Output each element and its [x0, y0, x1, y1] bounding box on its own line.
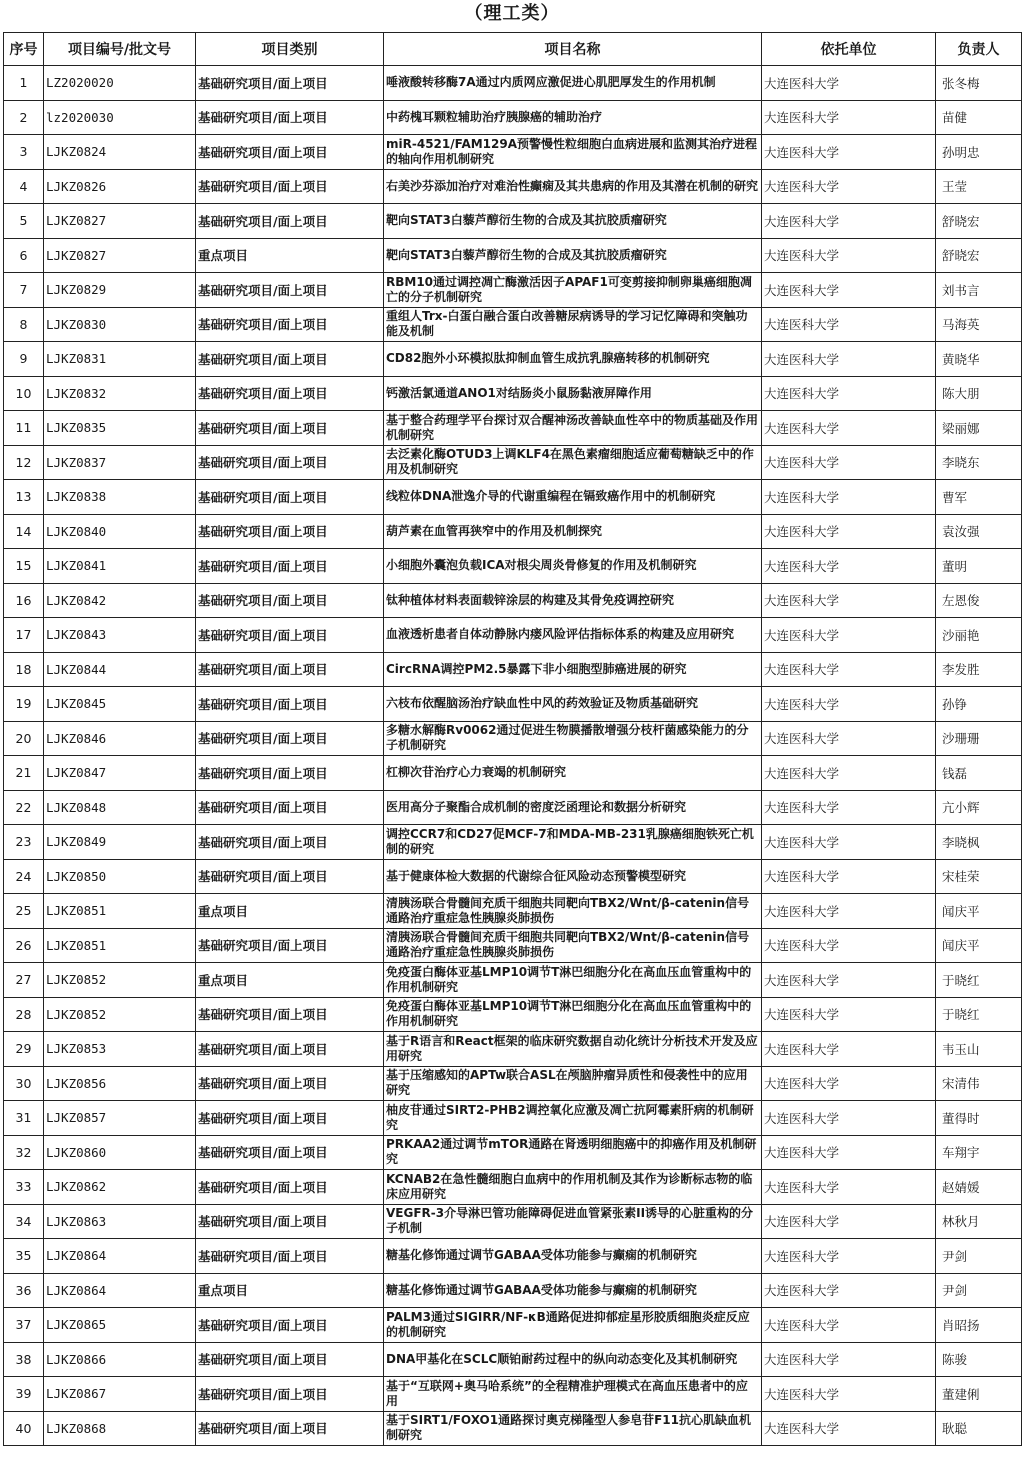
leader-cell: 车翔宇: [936, 1135, 1022, 1170]
category-cell: 基础研究项目/面上项目: [196, 583, 384, 618]
leader-cell: 沙珊珊: [936, 721, 1022, 756]
serial-cell: 6: [4, 238, 44, 273]
project-name-cell: 调控CCR7和CD27促MCF-7和MDA-MB-231乳腺癌细胞铁死亡机制的研究: [384, 825, 762, 860]
project-name-cell: 靶向STAT3白藜芦醇衍生物的合成及其抗胶质瘤研究: [384, 238, 762, 273]
project-name-cell: 清胰汤联合骨髓间充质干细胞共同靶向TBX2/Wnt/β-catenin信号通路治疗重症急性胰腺炎肺损伤: [384, 928, 762, 963]
institution-cell: 大连医科大学: [762, 1170, 936, 1205]
project-code-cell: LJKZ0840: [44, 514, 196, 549]
project-name-cell: 去泛素化酶OTUD3上调KLF4在黑色素瘤细胞适应葡萄糖缺乏中的作用及机制研究: [384, 445, 762, 480]
category-cell: 基础研究项目/面上项目: [196, 1101, 384, 1136]
category-cell: 基础研究项目/面上项目: [196, 411, 384, 446]
project-name-cell: 杠柳次苷治疗心力衰竭的机制研究: [384, 756, 762, 791]
project-name-cell: 线粒体DNA泄逸介导的代谢重编程在镉致癌作用中的机制研究: [384, 480, 762, 515]
institution-cell: 大连医科大学: [762, 618, 936, 653]
serial-cell: 27: [4, 963, 44, 998]
serial-cell: 22: [4, 790, 44, 825]
table-body: [4, 66, 1022, 1446]
serial-cell: 28: [4, 997, 44, 1032]
project-name-cell: 钛种植体材料表面载锌涂层的构建及其骨免疫调控研究: [384, 583, 762, 618]
serial-cell: 40: [4, 1411, 44, 1446]
project-code-cell: LJKZ0851: [44, 894, 196, 929]
serial-cell: 17: [4, 618, 44, 653]
leader-cell: 肖昭扬: [936, 1308, 1022, 1343]
serial-cell: 38: [4, 1342, 44, 1377]
header-serial: 序号: [4, 33, 44, 66]
serial-cell: 4: [4, 169, 44, 204]
table-row: [4, 652, 1022, 687]
table-row: [4, 273, 1022, 308]
project-name-cell: VEGFR-3介导淋巴管功能障碍促进血管紧张素II诱导的心脏重构的分子机制: [384, 1204, 762, 1239]
leader-cell: 沙丽艳: [936, 618, 1022, 653]
leader-cell: 孙铮: [936, 687, 1022, 722]
table-row: [4, 997, 1022, 1032]
leader-cell: 闻庆平: [936, 928, 1022, 963]
institution-cell: 大连医科大学: [762, 1411, 936, 1446]
category-cell: 基础研究项目/面上项目: [196, 135, 384, 170]
table-row: [4, 756, 1022, 791]
project-name-cell: 基于R语言和React框架的临床研究数据自动化统计分析技术开发及应用研究: [384, 1032, 762, 1067]
institution-cell: 大连医科大学: [762, 480, 936, 515]
project-name-cell: 唾液酸转移酶7A通过内质网应激促进心肌肥厚发生的作用机制: [384, 66, 762, 101]
project-name-cell: 中药槐耳颗粒辅助治疗胰腺癌的辅助治疗: [384, 100, 762, 135]
project-code-cell: LJKZ0849: [44, 825, 196, 860]
category-cell: 基础研究项目/面上项目: [196, 1377, 384, 1412]
category-cell: 基础研究项目/面上项目: [196, 928, 384, 963]
institution-cell: 大连医科大学: [762, 445, 936, 480]
project-name-cell: 基于整合药理学平台探讨双合醒神汤改善缺血性卒中的物质基础及作用机制研究: [384, 411, 762, 446]
institution-cell: 大连医科大学: [762, 721, 936, 756]
table-row: [4, 790, 1022, 825]
project-code-cell: lz2020030: [44, 100, 196, 135]
table-row: [4, 549, 1022, 584]
table-row: [4, 514, 1022, 549]
project-name-cell: 医用高分子聚酯合成机制的密度泛函理论和数据分析研究: [384, 790, 762, 825]
serial-cell: 26: [4, 928, 44, 963]
table-row: [4, 825, 1022, 860]
table-row: [4, 100, 1022, 135]
project-name-cell: 糖基化修饰通过调节GABAA受体功能参与癫痫的机制研究: [384, 1273, 762, 1308]
table-row: [4, 1032, 1022, 1067]
leader-cell: 董建俐: [936, 1377, 1022, 1412]
serial-cell: 21: [4, 756, 44, 791]
project-name-cell: 清胰汤联合骨髓间充质干细胞共同靶向TBX2/Wnt/β-catenin信号通路治疗重症急性胰腺炎肺损伤: [384, 894, 762, 929]
leader-cell: 马海英: [936, 307, 1022, 342]
project-name-cell: 多糖水解酶Rv0062通过促进生物膜播散增强分枝杆菌感染能力的分子机制研究: [384, 721, 762, 756]
project-code-cell: LJKZ0860: [44, 1135, 196, 1170]
project-code-cell: LJKZ0847: [44, 756, 196, 791]
institution-cell: 大连医科大学: [762, 687, 936, 722]
leader-cell: 耿聪: [936, 1411, 1022, 1446]
project-code-cell: LJKZ0827: [44, 204, 196, 239]
project-name-cell: miR-4521/FAM129A预警慢性粒细胞白血病进展和监测其治疗进程的轴向作用机制研究: [384, 135, 762, 170]
category-cell: 基础研究项目/面上项目: [196, 997, 384, 1032]
header-project-code: 项目编号/批文号: [44, 33, 196, 66]
project-code-cell: LJKZ0852: [44, 963, 196, 998]
category-cell: 基础研究项目/面上项目: [196, 618, 384, 653]
serial-cell: 7: [4, 273, 44, 308]
serial-cell: 2: [4, 100, 44, 135]
leader-cell: 梁丽娜: [936, 411, 1022, 446]
table-row: [4, 721, 1022, 756]
category-cell: 重点项目: [196, 1273, 384, 1308]
institution-cell: 大连医科大学: [762, 997, 936, 1032]
table-row: [4, 963, 1022, 998]
institution-cell: 大连医科大学: [762, 307, 936, 342]
page-title: （理工类）: [464, 3, 560, 24]
category-cell: 基础研究项目/面上项目: [196, 859, 384, 894]
project-name-cell: 柚皮苷通过SIRT2-PHB2调控氧化应激及凋亡抗阿霉素肝病的机制研究: [384, 1101, 762, 1136]
institution-cell: 大连医科大学: [762, 342, 936, 377]
leader-cell: 李晓东: [936, 445, 1022, 480]
leader-cell: 李晓枫: [936, 825, 1022, 860]
project-name-cell: 血液透析患者自体动静脉内瘘风险评估指标体系的构建及应用研究: [384, 618, 762, 653]
table-row: [4, 894, 1022, 929]
project-name-cell: PRKAA2通过调节mTOR通路在肾透明细胞癌中的抑癌作用及机制研究: [384, 1135, 762, 1170]
serial-cell: 24: [4, 859, 44, 894]
project-code-cell: LJKZ0852: [44, 997, 196, 1032]
category-cell: 重点项目: [196, 894, 384, 929]
leader-cell: 舒晓宏: [936, 204, 1022, 239]
table-row: [4, 687, 1022, 722]
serial-cell: 9: [4, 342, 44, 377]
project-code-cell: LZ2020020: [44, 66, 196, 101]
serial-cell: 18: [4, 652, 44, 687]
project-name-cell: 免疫蛋白酶体亚基LMP10调节T淋巴细胞分化在高血压血管重构中的作用机制研究: [384, 997, 762, 1032]
leader-cell: 宋桂荣: [936, 859, 1022, 894]
serial-cell: 33: [4, 1170, 44, 1205]
institution-cell: 大连医科大学: [762, 204, 936, 239]
serial-cell: 30: [4, 1066, 44, 1101]
leader-cell: 宋清伟: [936, 1066, 1022, 1101]
institution-cell: 大连医科大学: [762, 376, 936, 411]
leader-cell: 董明: [936, 549, 1022, 584]
leader-cell: 黄晓华: [936, 342, 1022, 377]
leader-cell: 陈骏: [936, 1342, 1022, 1377]
leader-cell: 闻庆平: [936, 894, 1022, 929]
category-cell: 基础研究项目/面上项目: [196, 480, 384, 515]
project-code-cell: LJKZ0864: [44, 1273, 196, 1308]
leader-cell: 舒晓宏: [936, 238, 1022, 273]
table-row: [4, 1170, 1022, 1205]
leader-cell: 左恩俊: [936, 583, 1022, 618]
project-code-cell: LJKZ0853: [44, 1032, 196, 1067]
serial-cell: 23: [4, 825, 44, 860]
category-cell: 基础研究项目/面上项目: [196, 342, 384, 377]
category-cell: 基础研究项目/面上项目: [196, 1342, 384, 1377]
project-name-cell: 基于健康体检大数据的代谢综合征风险动态预警模型研究: [384, 859, 762, 894]
serial-cell: 13: [4, 480, 44, 515]
leader-cell: 亢小辉: [936, 790, 1022, 825]
table-row: [4, 135, 1022, 170]
category-cell: 基础研究项目/面上项目: [196, 445, 384, 480]
project-code-cell: LJKZ0832: [44, 376, 196, 411]
project-name-cell: 基于SIRT1/FOXO1通路探讨奥克梯隆型人参皂苷F11抗心肌缺血机制研究: [384, 1411, 762, 1446]
category-cell: 基础研究项目/面上项目: [196, 66, 384, 101]
project-name-cell: CircRNA调控PM2.5暴露下非小细胞型肺癌进展的研究: [384, 652, 762, 687]
category-cell: 基础研究项目/面上项目: [196, 273, 384, 308]
serial-cell: 8: [4, 307, 44, 342]
project-code-cell: LJKZ0864: [44, 1239, 196, 1274]
leader-cell: 李发胜: [936, 652, 1022, 687]
project-code-cell: LJKZ0845: [44, 687, 196, 722]
project-code-cell: LJKZ0826: [44, 169, 196, 204]
institution-cell: 大连医科大学: [762, 1273, 936, 1308]
category-cell: 基础研究项目/面上项目: [196, 1032, 384, 1067]
table-row: [4, 445, 1022, 480]
category-cell: 基础研究项目/面上项目: [196, 1135, 384, 1170]
institution-cell: 大连医科大学: [762, 790, 936, 825]
leader-cell: 于晓红: [936, 997, 1022, 1032]
institution-cell: 大连医科大学: [762, 894, 936, 929]
serial-cell: 16: [4, 583, 44, 618]
leader-cell: 孙明忠: [936, 135, 1022, 170]
serial-cell: 32: [4, 1135, 44, 1170]
project-code-cell: LJKZ0838: [44, 480, 196, 515]
project-name-cell: 靶向STAT3白藜芦醇衍生物的合成及其抗胶质瘤研究: [384, 204, 762, 239]
project-code-cell: LJKZ0837: [44, 445, 196, 480]
project-code-cell: LJKZ0857: [44, 1101, 196, 1136]
leader-cell: 林秋月: [936, 1204, 1022, 1239]
serial-cell: 11: [4, 411, 44, 446]
project-name-cell: 糖基化修饰通过调节GABAA受体功能参与癫痫的机制研究: [384, 1239, 762, 1274]
category-cell: 基础研究项目/面上项目: [196, 825, 384, 860]
serial-cell: 19: [4, 687, 44, 722]
table-row: [4, 583, 1022, 618]
institution-cell: 大连医科大学: [762, 859, 936, 894]
leader-cell: 董得时: [936, 1101, 1022, 1136]
serial-cell: 20: [4, 721, 44, 756]
serial-cell: 1: [4, 66, 44, 101]
category-cell: 基础研究项目/面上项目: [196, 549, 384, 584]
institution-cell: 大连医科大学: [762, 825, 936, 860]
project-code-cell: LJKZ0851: [44, 928, 196, 963]
header-leader: 负责人: [936, 33, 1022, 66]
project-code-cell: LJKZ0824: [44, 135, 196, 170]
table-row: [4, 169, 1022, 204]
institution-cell: 大连医科大学: [762, 514, 936, 549]
serial-cell: 3: [4, 135, 44, 170]
project-name-cell: 免疫蛋白酶体亚基LMP10调节T淋巴细胞分化在高血压血管重构中的作用机制研究: [384, 963, 762, 998]
table-row: [4, 859, 1022, 894]
institution-cell: 大连医科大学: [762, 100, 936, 135]
category-cell: 基础研究项目/面上项目: [196, 307, 384, 342]
table-row: [4, 1239, 1022, 1274]
category-cell: 基础研究项目/面上项目: [196, 1204, 384, 1239]
project-table: [3, 32, 1022, 1446]
project-code-cell: LJKZ0862: [44, 1170, 196, 1205]
table-row: [4, 1308, 1022, 1343]
leader-cell: 张冬梅: [936, 66, 1022, 101]
project-code-cell: LJKZ0848: [44, 790, 196, 825]
category-cell: 重点项目: [196, 963, 384, 998]
leader-cell: 陈大朋: [936, 376, 1022, 411]
table-row: [4, 1377, 1022, 1412]
table-header-row: [4, 33, 1022, 66]
category-cell: 基础研究项目/面上项目: [196, 514, 384, 549]
serial-cell: 34: [4, 1204, 44, 1239]
table-row: [4, 376, 1022, 411]
leader-cell: 赵婧媛: [936, 1170, 1022, 1205]
serial-cell: 25: [4, 894, 44, 929]
table-row: [4, 618, 1022, 653]
serial-cell: 29: [4, 1032, 44, 1067]
header-category: 项目类别: [196, 33, 384, 66]
leader-cell: 尹剑: [936, 1273, 1022, 1308]
table-row: [4, 1101, 1022, 1136]
leader-cell: 钱磊: [936, 756, 1022, 791]
project-code-cell: LJKZ0850: [44, 859, 196, 894]
project-name-cell: PALM3通过SIGIRR/NF-κB通路促进抑郁症星形胶质细胞炎症反应的机制研究: [384, 1308, 762, 1343]
project-name-cell: KCNAB2在急性髓细胞白血病中的作用机制及其作为诊断标志物的临床应用研究: [384, 1170, 762, 1205]
institution-cell: 大连医科大学: [762, 1101, 936, 1136]
serial-cell: 39: [4, 1377, 44, 1412]
table-row: [4, 1273, 1022, 1308]
category-cell: 基础研究项目/面上项目: [196, 652, 384, 687]
institution-cell: 大连医科大学: [762, 1342, 936, 1377]
serial-cell: 14: [4, 514, 44, 549]
table-row: [4, 411, 1022, 446]
project-code-cell: LJKZ0829: [44, 273, 196, 308]
project-name-cell: 基于“互联网+奥马哈系统”的全程精准护理模式在高血压患者中的应用: [384, 1377, 762, 1412]
project-name-cell: CD82胞外小环模拟肽抑制血管生成抗乳腺癌转移的机制研究: [384, 342, 762, 377]
category-cell: 基础研究项目/面上项目: [196, 100, 384, 135]
category-cell: 基础研究项目/面上项目: [196, 1066, 384, 1101]
project-name-cell: 右美沙芬添加治疗对难治性癫痫及其共患病的作用及其潜在机制的研究: [384, 169, 762, 204]
serial-cell: 35: [4, 1239, 44, 1274]
project-code-cell: LJKZ0842: [44, 583, 196, 618]
leader-cell: 袁汝强: [936, 514, 1022, 549]
project-code-cell: LJKZ0827: [44, 238, 196, 273]
institution-cell: 大连医科大学: [762, 273, 936, 308]
institution-cell: 大连医科大学: [762, 963, 936, 998]
category-cell: 重点项目: [196, 238, 384, 273]
header-project-name: 项目名称: [384, 33, 762, 66]
project-name-cell: DNA甲基化在SCLC顺铂耐药过程中的纵向动态变化及其机制研究: [384, 1342, 762, 1377]
institution-cell: 大连医科大学: [762, 1135, 936, 1170]
category-cell: 基础研究项目/面上项目: [196, 1170, 384, 1205]
serial-cell: 10: [4, 376, 44, 411]
serial-cell: 37: [4, 1308, 44, 1343]
project-code-cell: LJKZ0831: [44, 342, 196, 377]
project-code-cell: LJKZ0846: [44, 721, 196, 756]
project-code-cell: LJKZ0866: [44, 1342, 196, 1377]
category-cell: 基础研究项目/面上项目: [196, 1239, 384, 1274]
category-cell: 基础研究项目/面上项目: [196, 1411, 384, 1446]
institution-cell: 大连医科大学: [762, 652, 936, 687]
project-name-cell: 小细胞外囊泡负载ICA对根尖周炎骨修复的作用及机制研究: [384, 549, 762, 584]
serial-cell: 5: [4, 204, 44, 239]
project-code-cell: LJKZ0863: [44, 1204, 196, 1239]
table-row: [4, 342, 1022, 377]
category-cell: 基础研究项目/面上项目: [196, 721, 384, 756]
leader-cell: 王莹: [936, 169, 1022, 204]
institution-cell: 大连医科大学: [762, 238, 936, 273]
project-code-cell: LJKZ0843: [44, 618, 196, 653]
category-cell: 基础研究项目/面上项目: [196, 376, 384, 411]
leader-cell: 刘书言: [936, 273, 1022, 308]
project-name-cell: RBM10通过调控凋亡酶激活因子APAF1可变剪接抑制卵巢癌细胞凋亡的分子机制研究: [384, 273, 762, 308]
institution-cell: 大连医科大学: [762, 135, 936, 170]
table-row: [4, 238, 1022, 273]
institution-cell: 大连医科大学: [762, 1066, 936, 1101]
project-code-cell: LJKZ0844: [44, 652, 196, 687]
institution-cell: 大连医科大学: [762, 411, 936, 446]
institution-cell: 大连医科大学: [762, 1377, 936, 1412]
project-code-cell: LJKZ0867: [44, 1377, 196, 1412]
project-code-cell: LJKZ0830: [44, 307, 196, 342]
table-row: [4, 1135, 1022, 1170]
serial-cell: 31: [4, 1101, 44, 1136]
table-row: [4, 1066, 1022, 1101]
leader-cell: 于晓红: [936, 963, 1022, 998]
institution-cell: 大连医科大学: [762, 169, 936, 204]
institution-cell: 大连医科大学: [762, 1204, 936, 1239]
category-cell: 基础研究项目/面上项目: [196, 169, 384, 204]
project-name-cell: 钙激活氯通道ANO1对结肠炎小鼠肠黏液屏障作用: [384, 376, 762, 411]
institution-cell: 大连医科大学: [762, 66, 936, 101]
leader-cell: 苗健: [936, 100, 1022, 135]
serial-cell: 36: [4, 1273, 44, 1308]
project-code-cell: LJKZ0868: [44, 1411, 196, 1446]
institution-cell: 大连医科大学: [762, 1239, 936, 1274]
table-row: [4, 307, 1022, 342]
project-code-cell: LJKZ0841: [44, 549, 196, 584]
serial-cell: 12: [4, 445, 44, 480]
institution-cell: 大连医科大学: [762, 1032, 936, 1067]
leader-cell: 韦玉山: [936, 1032, 1022, 1067]
leader-cell: 曹军: [936, 480, 1022, 515]
table-row: [4, 204, 1022, 239]
table-row: [4, 480, 1022, 515]
table-row: [4, 928, 1022, 963]
table-row: [4, 1411, 1022, 1446]
category-cell: 基础研究项目/面上项目: [196, 204, 384, 239]
institution-cell: 大连医科大学: [762, 583, 936, 618]
project-code-cell: LJKZ0835: [44, 411, 196, 446]
project-name-cell: 六枝布依醒脑汤治疗缺血性中风的药效验证及物质基础研究: [384, 687, 762, 722]
table-row: [4, 1342, 1022, 1377]
institution-cell: 大连医科大学: [762, 756, 936, 791]
leader-cell: 尹剑: [936, 1239, 1022, 1274]
institution-cell: 大连医科大学: [762, 1308, 936, 1343]
table-row: [4, 66, 1022, 101]
project-name-cell: 重组人Trx-白蛋白融合蛋白改善糖尿病诱导的学习记忆障碍和突触功能及机制: [384, 307, 762, 342]
project-code-cell: LJKZ0856: [44, 1066, 196, 1101]
institution-cell: 大连医科大学: [762, 549, 936, 584]
project-name-cell: 葫芦素在血管再狭窄中的作用及机制探究: [384, 514, 762, 549]
institution-cell: 大连医科大学: [762, 928, 936, 963]
serial-cell: 15: [4, 549, 44, 584]
category-cell: 基础研究项目/面上项目: [196, 1308, 384, 1343]
table-row: [4, 1204, 1022, 1239]
category-cell: 基础研究项目/面上项目: [196, 790, 384, 825]
project-code-cell: LJKZ0865: [44, 1308, 196, 1343]
project-name-cell: 基于压缩感知的APTw联合ASL在颅脑肿瘤异质性和侵袭性中的应用研究: [384, 1066, 762, 1101]
header-institution: 依托单位: [762, 33, 936, 66]
category-cell: 基础研究项目/面上项目: [196, 756, 384, 791]
category-cell: 基础研究项目/面上项目: [196, 687, 384, 722]
